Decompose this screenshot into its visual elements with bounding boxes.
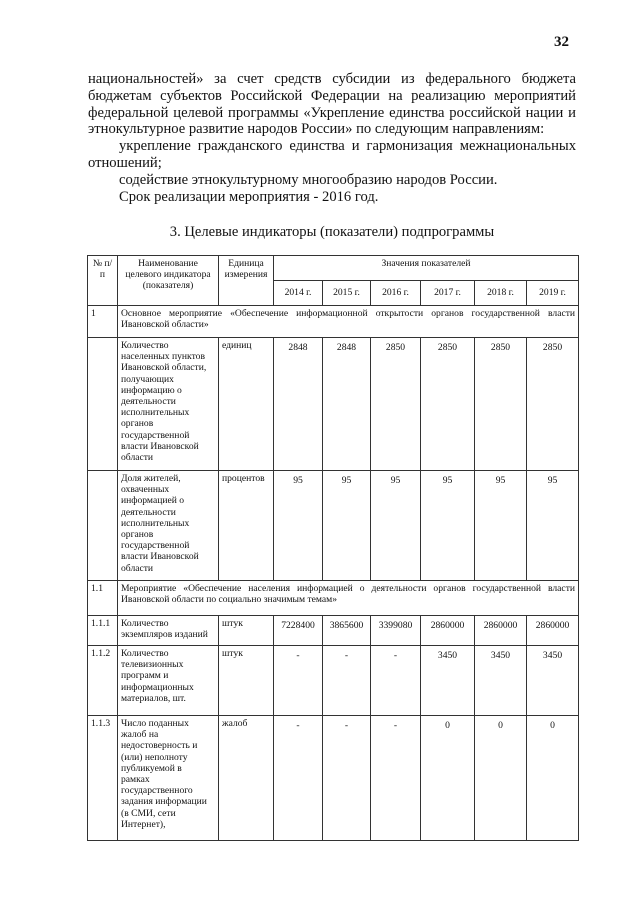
row-value: 2850 (527, 338, 579, 471)
paragraph: Срок реализации мероприятия - 2016 год. (119, 188, 379, 205)
row-value: 2850 (421, 338, 475, 471)
row-value: 2850 (475, 338, 527, 471)
row-name: Доля жителей, охваченных информацией о деятельности исполнительных органов государственной власти Ивановской области (118, 471, 219, 581)
row-value: 95 (323, 471, 371, 581)
row-value: 95 (274, 471, 323, 581)
paragraph: укрепление гражданского единства и гармонизация межнациональных отношений; (88, 138, 576, 171)
page-number: 32 (554, 34, 569, 50)
row-value: 2860000 (475, 616, 527, 646)
row-unit: процентов (219, 471, 274, 581)
table-row (88, 646, 579, 716)
row-value: - (274, 646, 323, 716)
table-row (88, 616, 579, 646)
row-value: 2848 (274, 338, 323, 471)
table-row (88, 716, 579, 841)
row-name: Количество экземпляров изданий (118, 616, 219, 646)
row-name: Число поданных жалоб на недостоверность и (или) неполноту публикуемой в рамках государственного задания информации (в СМИ, сети Интернет), (118, 716, 219, 841)
row-value: 2860000 (421, 616, 475, 646)
row-unit: единиц (219, 338, 274, 471)
header-name: Наименование целевого индикатора (показателя) (118, 256, 219, 306)
header-unit: Единица измерения (219, 256, 274, 306)
row-value: 0 (527, 716, 579, 841)
table-row (88, 306, 579, 338)
header-year: 2016 г. (371, 281, 421, 306)
row-num: 1.1 (88, 581, 118, 616)
row-value: - (371, 646, 421, 716)
row-value: - (323, 646, 371, 716)
row-unit: жалоб (219, 716, 274, 841)
row-num: 1 (88, 306, 118, 338)
row-unit: штук (219, 616, 274, 646)
table-row (88, 338, 579, 471)
header-year: 2018 г. (475, 281, 527, 306)
row-name: Количество телевизионных программ и информационных материалов, шт. (118, 646, 219, 716)
header-year: 2019 г. (527, 281, 579, 306)
paragraph: национальностей» за счет средств субсидии из федерального бюджета бюджетам субъектов Российской Федерации на реализацию мероприятий федеральной целевой программы «Укрепление единства российской нации и этнокультурное развитие народов России» по следующим направлениям: (88, 71, 576, 138)
row-value: 3450 (475, 646, 527, 716)
row-value: 3865600 (323, 616, 371, 646)
body-text (88, 71, 576, 205)
row-num: 1.1.1 (88, 616, 118, 646)
row-value: - (323, 716, 371, 841)
row-value: 3399080 (371, 616, 421, 646)
row-num (88, 471, 118, 581)
table-row (88, 471, 579, 581)
row-value: - (274, 716, 323, 841)
row-value: 2860000 (527, 616, 579, 646)
row-value: 95 (527, 471, 579, 581)
header-values: Значения показателей (274, 256, 579, 281)
row-value: - (371, 716, 421, 841)
paragraph: содействие этнокультурному многообразию народов России. (119, 171, 498, 188)
row-value: 7228400 (274, 616, 323, 646)
row-value: 95 (371, 471, 421, 581)
row-value: 0 (475, 716, 527, 841)
header-year: 2015 г. (323, 281, 371, 306)
row-num (88, 338, 118, 471)
row-value: 95 (475, 471, 527, 581)
row-unit: штук (219, 646, 274, 716)
header-year: 2014 г. (274, 281, 323, 306)
row-activity: Основное мероприятие «Обеспечение информационной открытости органов государственной власти Ивановской области» (118, 306, 579, 338)
row-value: 2850 (371, 338, 421, 471)
row-value: 2848 (323, 338, 371, 471)
row-value: 95 (421, 471, 475, 581)
row-num: 1.1.2 (88, 646, 118, 716)
table-row (88, 581, 579, 616)
indicators-table (87, 255, 579, 841)
row-num: 1.1.3 (88, 716, 118, 841)
row-value: 3450 (527, 646, 579, 716)
row-value: 3450 (421, 646, 475, 716)
row-value: 0 (421, 716, 475, 841)
section-heading: 3. Целевые индикаторы (показатели) подпрограммы (169, 224, 495, 240)
row-activity: Мероприятие «Обеспечение населения информацией о деятельности органов государственной власти Ивановской области по социально значимым темам» (118, 581, 579, 616)
header-num: № п/п (88, 256, 118, 306)
row-name: Количество населенных пунктов Ивановской области, получающих информацию о деятельности исполнительных органов государственной власти Ивановской области (118, 338, 219, 471)
header-year: 2017 г. (421, 281, 475, 306)
